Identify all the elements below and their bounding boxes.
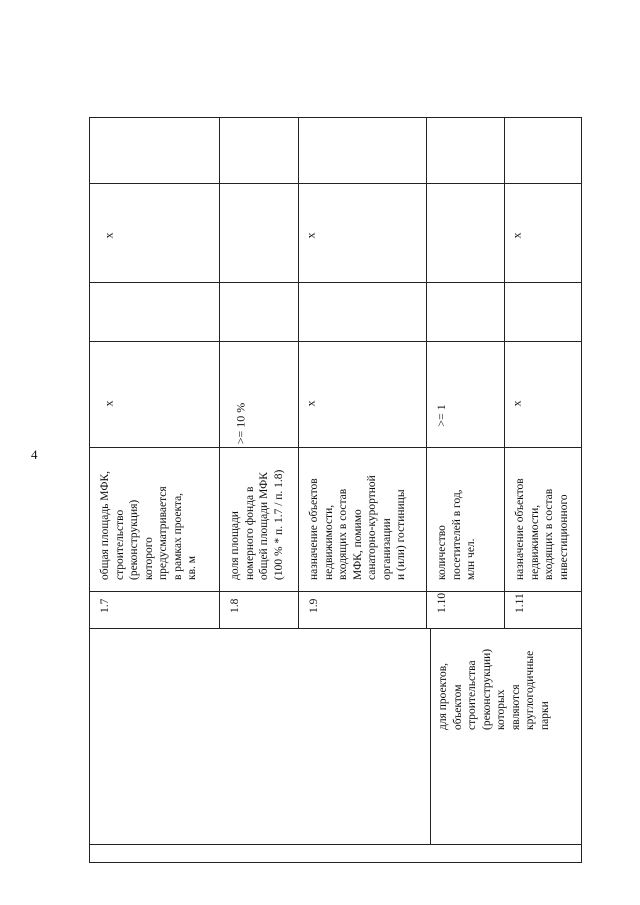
- row-text: назначение объектов недвижимости, входящих в состав инвестиционного: [514, 478, 570, 580]
- row-value-c: х: [303, 232, 318, 239]
- row-value-a: >= 1: [433, 404, 448, 427]
- row-number: 1.9: [308, 598, 320, 613]
- row-value-a: х: [303, 400, 318, 407]
- grid-line: [298, 118, 299, 628]
- row-value-c: х: [101, 232, 116, 239]
- document-table: [89, 117, 582, 863]
- row-text: количество посетителей в год, млн чел.: [436, 489, 477, 580]
- row-value-a: х: [509, 400, 524, 407]
- row-number: 1.11: [514, 593, 526, 613]
- grid-line: [430, 628, 431, 844]
- grid-line: [90, 844, 581, 845]
- row-value-a: >= 10 %: [233, 402, 248, 445]
- row-number: 1.10: [436, 592, 448, 613]
- row-number: 1.7: [99, 598, 111, 613]
- row-number: 1.8: [229, 598, 241, 613]
- row-text: общая площадь МФК, строительство (реконструкция) которого предусматривается в рамках проекта, кв. м: [99, 470, 198, 580]
- row-value-a: х: [101, 400, 116, 407]
- row-text: назначение объектов недвижимости, входящих в состав МФК, помимо санаторно-курортной организации и (или) гостиницы: [308, 475, 407, 580]
- group-label: для проектов, объектом строительства (реконструкции) которых являются круглогодичные парки: [437, 648, 551, 730]
- row-text: доля площади номерного фонда в общей площади МФК (100 % * п. 1.7 / п. 1.8): [229, 469, 285, 580]
- grid-line: [219, 118, 220, 628]
- grid-line: [90, 183, 581, 184]
- grid-line: [426, 118, 427, 628]
- row-value-c: х: [509, 232, 524, 239]
- page-number: 4: [31, 447, 38, 462]
